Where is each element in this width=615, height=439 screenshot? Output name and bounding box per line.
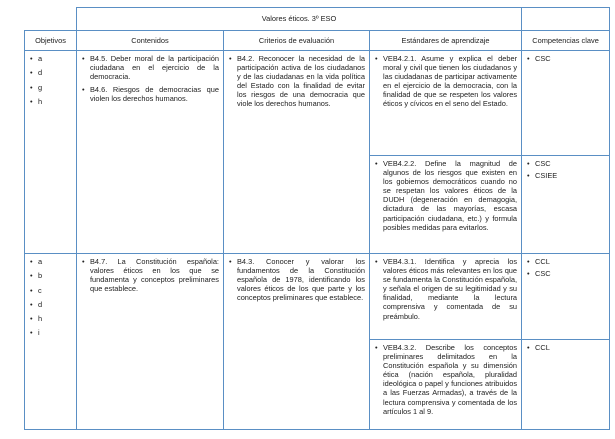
contenidos-list <box>77 51 223 110</box>
estandar-item: • VEB4.2.1. Asume y explica el deber moral y civil que tienen los ciudadanos y las ciudadanas de participar activamente en el ejercicio de la democracia, con la finalidad de que se respeten los valores éticos y cívicos en el seno del Estado. <box>374 54 517 109</box>
objetivo-item: • h <box>29 314 72 323</box>
estandar-item: • VEB4.3.1. Identifica y aprecia los valores éticos más relevantes en los que se fundamenta la Constitución española, y señala el origen de su legitimidad y su finalidad, mediante la lectura comprensiva y comentada de su preámbulo. <box>374 257 517 321</box>
objetivo-item: • b <box>29 271 72 280</box>
estandar-list <box>370 156 521 235</box>
header-criterios: Criterios de evaluación <box>224 31 370 51</box>
objetivo-item: • d <box>29 300 72 309</box>
header-contenidos: Contenidos <box>77 31 224 51</box>
table-row <box>25 51 610 156</box>
objetivo-item: • g <box>29 83 72 92</box>
criterio-item: • B4.2. Reconocer la necesidad de la participación activa de los ciudadanos y de las ciudadanas en la vida política del Estado con la finalidad de evitar los riesgos de una democracia que viole los derechos humanos. <box>228 54 365 109</box>
estandar-list <box>370 51 521 112</box>
criterio-list <box>224 254 369 305</box>
estandar-cell <box>370 51 522 156</box>
competencias-cell <box>522 51 610 156</box>
estandar-item: • VEB4.3.2. Describe los conceptos preliminares delimitados en la Constitución española y su dimensión ética (nación española, pluralidad ideológica o papel y funciones atribuidos a las Fuerzas Armadas), a través de la lectura comprensiva y comentada de los artículos 1 al 9. <box>374 343 517 416</box>
criterio-list <box>224 51 369 112</box>
objetivos-list <box>25 51 76 114</box>
competencias-list <box>522 340 609 358</box>
contenidos-list <box>77 254 223 300</box>
contenidos-cell <box>77 254 224 430</box>
objetivos-cell <box>25 254 77 430</box>
objetivo-item: • d <box>29 68 72 77</box>
title-right-cell <box>522 8 610 31</box>
estandar-item: • VEB4.2.2. Define la magnitud de algunos de los riesgos que existen en los gobiernos democráticos cuando no se respetan los valores éticos de la DUDH (degeneración en demagogia, dictadura de las mayorías, escasa participación ciudadana, etc.) y formula posibles medidas para evitarlos. <box>374 159 517 232</box>
estandar-cell <box>370 156 522 254</box>
contenido-item: • B4.7. La Constitución española: valores éticos en los que se fundamenta y conceptos preliminares que establece. <box>81 257 219 293</box>
competencias-list <box>522 254 609 284</box>
estandar-list <box>370 254 521 324</box>
competencias-cell <box>522 156 610 254</box>
contenido-item: • B4.5. Deber moral de la participación ciudadana en el ejercicio de la democracia. <box>81 54 219 81</box>
estandar-list <box>370 340 521 419</box>
header-competencias: Competencias clave <box>522 31 610 51</box>
competencias-cell <box>522 254 610 340</box>
competencia-item: • CSC <box>526 269 605 278</box>
estandar-cell <box>370 254 522 340</box>
table-title: Valores éticos. 3º ESO <box>77 8 522 31</box>
competencia-item: • CSC <box>526 159 605 168</box>
objetivos-cell <box>25 51 77 254</box>
competencias-cell <box>522 340 610 430</box>
header-estandares: Estándares de aprendizaje <box>370 31 522 51</box>
table-row <box>25 254 610 340</box>
contenido-item: • B4.6. Riesgos de democracias que violen los derechos humanos. <box>81 85 219 103</box>
criterio-cell <box>224 254 370 430</box>
objetivo-item: • i <box>29 328 72 337</box>
title-corner-cell <box>25 8 77 31</box>
competencia-item: • CCL <box>526 257 605 266</box>
criterio-cell <box>224 51 370 254</box>
header-objetivos: Objetivos <box>25 31 77 51</box>
objetivo-item: • c <box>29 286 72 295</box>
objetivo-item: • a <box>29 54 72 63</box>
competencia-item: • CCL <box>526 343 605 352</box>
objetivo-item: • a <box>29 257 72 266</box>
competencia-item: • CSC <box>526 54 605 63</box>
competencias-list <box>522 51 609 69</box>
objetivos-list <box>25 254 76 346</box>
curriculum-table-wrapper <box>24 7 609 430</box>
competencia-item: • CSIEE <box>526 171 605 180</box>
curriculum-table <box>24 7 610 430</box>
competencias-list <box>522 156 609 186</box>
criterio-item: • B4.3. Conocer y valorar los fundamentos de la Constitución española de 1978, identificando los valores éticos de los que parte y los conceptos preliminares que establece. <box>228 257 365 302</box>
contenidos-cell <box>77 51 224 254</box>
estandar-cell <box>370 340 522 430</box>
objetivo-item: • h <box>29 97 72 106</box>
